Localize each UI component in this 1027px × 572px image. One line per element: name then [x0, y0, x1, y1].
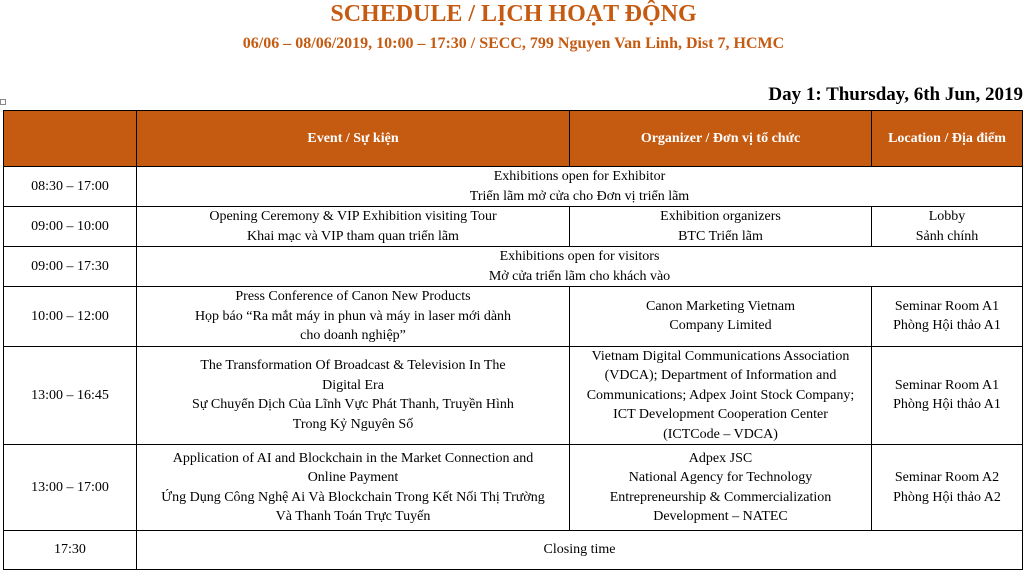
organizer-line: Company Limited: [669, 318, 772, 334]
header-location: Location / Địa điểm: [872, 111, 1023, 167]
location-line: Phòng Hội thảo A2: [893, 489, 1001, 505]
location-cell: [872, 445, 1023, 531]
location-cell: [872, 346, 1023, 445]
organizer-line: Vietnam Digital Communications Association: [591, 348, 850, 364]
header-time: [4, 111, 137, 167]
location-cell: [872, 207, 1023, 247]
event-line: Mở cửa triển lãm cho khách vào: [488, 268, 671, 284]
event-line: Press Conference of Canon New Products: [235, 289, 471, 304]
location-line: Seminar Room A1: [894, 377, 1000, 393]
page-subtitle: 06/06 – 08/06/2019, 10:00 – 17:30 / SECC, 799 Nguyen Van Linh, Dist 7, HCMC: [242, 35, 785, 52]
time-cell: 13:00 – 16:45: [4, 346, 137, 445]
event-line: Exhibitions open for visitors: [499, 249, 660, 264]
event-cell: [137, 167, 1023, 207]
tiny-marker-icon: [0, 99, 6, 105]
table-row: [4, 445, 1023, 531]
organizer-line: Canon Marketing Vietnam: [646, 298, 795, 314]
location-line: Seminar Room A1: [894, 298, 1000, 314]
organizer-line: Adpex JSC: [688, 450, 753, 466]
organizer-line: (VDCA); Department of Information and: [604, 368, 837, 383]
event-cell: [137, 346, 570, 445]
event-line: Exhibitions open for Exhibitor: [493, 169, 666, 184]
event-line: Sự Chuyển Dịch Của Lĩnh Vực Phát Thanh, Truyền Hình: [192, 397, 514, 413]
location-line: Sảnh chính: [915, 228, 979, 244]
table-row: [4, 247, 1023, 287]
event-cell: [137, 247, 1023, 287]
event-cell: [137, 287, 570, 347]
organizer-line: ICT Development Cooperation Center: [613, 407, 828, 422]
event-line: cho doanh nghiệp”: [300, 328, 406, 343]
table-row: [4, 346, 1023, 445]
event-line: The Transformation Of Broadcast & Television In The: [200, 358, 506, 374]
location-line: Phòng Hội thảo A1: [893, 318, 1001, 334]
event-line: Trong Kỷ Nguyên Số: [292, 416, 414, 432]
organizer-cell: [570, 287, 872, 347]
organizer-line: Communications; Adpex Joint Stock Company;: [586, 387, 855, 403]
event-line: Application of AI and Blockchain in the Market Connection and: [172, 450, 534, 466]
location-line: Phòng Hội thảo A1: [893, 397, 1001, 413]
location-line: Seminar Room A2: [894, 470, 1000, 485]
organizer-line: Development – NATEC: [653, 509, 788, 524]
table-row: [4, 167, 1023, 207]
location-cell: [872, 287, 1023, 347]
event-cell: [137, 445, 570, 531]
time-cell: 13:00 – 17:00: [4, 445, 137, 531]
time-cell: 09:00 – 10:00: [4, 207, 137, 247]
organizer-cell: [570, 346, 872, 445]
organizer-cell: [570, 445, 872, 531]
event-cell: [137, 207, 570, 247]
event-line: Triển lãm mở cửa cho Đơn vị triển lãm: [469, 188, 690, 204]
event-line: Online Payment: [307, 470, 399, 485]
event-line: Ứng Dụng Công Nghệ Ai Và Blockchain Trong Kết Nối Thị Trường: [161, 489, 545, 505]
table-row: [4, 287, 1023, 347]
header-organizer: Organizer / Đơn vị tổ chức: [570, 111, 872, 167]
organizer-line: Exhibition organizers: [660, 209, 781, 224]
event-line: Opening Ceremony & VIP Exhibition visiting Tour: [209, 209, 497, 224]
day-heading: Day 1: Thursday, 6th Jun, 2019: [768, 84, 1023, 105]
page-title: SCHEDULE / LỊCH HOẠT ĐỘNG: [330, 1, 697, 27]
event-line: Khai mạc và VIP tham quan triển lãm: [247, 228, 459, 244]
event-cell: [137, 531, 1023, 570]
organizer-line: Entrepreneurship & Commercialization: [609, 489, 832, 505]
table-row: [4, 531, 1023, 570]
header-event: Event / Sự kiện: [137, 111, 570, 167]
time-cell: 10:00 – 12:00: [4, 287, 137, 347]
organizer-line: National Agency for Technology: [628, 470, 813, 485]
event-line: Closing time: [543, 542, 616, 558]
event-line: Họp báo “Ra mắt máy in phun và máy in laser mới dành: [194, 308, 512, 324]
table-row: [4, 207, 1023, 247]
location-line: Lobby: [928, 209, 966, 224]
organizer-line: BTC Triển lãm: [678, 228, 763, 244]
time-cell: 08:30 – 17:00: [4, 167, 137, 207]
schedule-table: [3, 110, 1023, 570]
time-cell: 09:00 – 17:30: [4, 247, 137, 287]
organizer-cell: [570, 207, 872, 247]
table-header-row: [4, 111, 1023, 167]
time-cell: 17:30: [4, 531, 137, 570]
organizer-line: (ICTCode – VDCA): [663, 426, 778, 442]
event-line: Và Thanh Toán Trực Tuyến: [275, 509, 431, 524]
event-line: Digital Era: [322, 377, 384, 393]
